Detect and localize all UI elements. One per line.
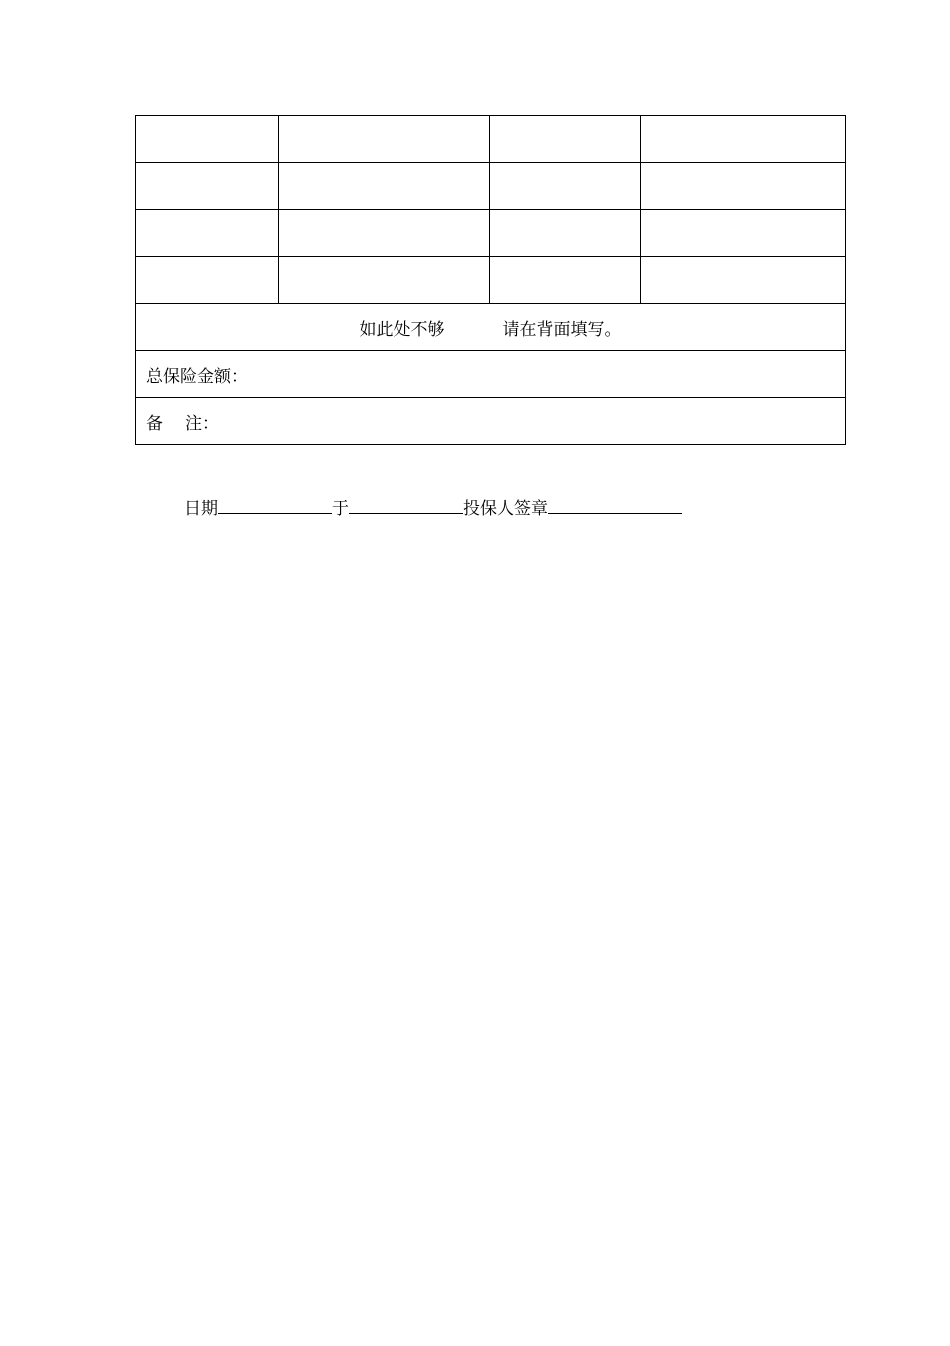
note-row bbox=[136, 304, 846, 351]
total-amount-field[interactable] bbox=[136, 351, 846, 398]
total-amount-row bbox=[136, 351, 846, 398]
table-cell[interactable] bbox=[279, 257, 490, 304]
table-row bbox=[136, 210, 846, 257]
overflow-note bbox=[136, 304, 846, 351]
table-cell[interactable] bbox=[136, 257, 279, 304]
place-blank[interactable] bbox=[349, 495, 463, 514]
table-row bbox=[136, 163, 846, 210]
remarks-row bbox=[136, 398, 846, 445]
table-cell[interactable] bbox=[640, 210, 845, 257]
date-label: 日期 bbox=[184, 499, 218, 519]
overflow-note-part1: 如此处不够 bbox=[359, 319, 445, 340]
table-cell[interactable] bbox=[490, 116, 640, 163]
remarks-label-char2: 注： bbox=[185, 413, 219, 434]
table-cell[interactable] bbox=[640, 116, 845, 163]
table-cell[interactable] bbox=[640, 257, 845, 304]
remarks-field[interactable] bbox=[136, 398, 846, 445]
overflow-note-part2: 请在背面填写。 bbox=[502, 319, 622, 340]
table-cell[interactable] bbox=[136, 210, 279, 257]
table-cell[interactable] bbox=[490, 257, 640, 304]
table-cell[interactable] bbox=[279, 163, 490, 210]
table-cell[interactable] bbox=[136, 116, 279, 163]
total-amount-label: 总保险金额： bbox=[146, 366, 248, 387]
table-cell[interactable] bbox=[490, 210, 640, 257]
table-cell[interactable] bbox=[490, 163, 640, 210]
table-cell[interactable] bbox=[279, 116, 490, 163]
table-cell[interactable] bbox=[136, 163, 279, 210]
remarks-label-char1: 备 bbox=[146, 413, 163, 434]
insurance-form-table bbox=[135, 115, 846, 445]
table-row bbox=[136, 257, 846, 304]
signature-blank[interactable] bbox=[548, 495, 682, 514]
table-cell[interactable] bbox=[640, 163, 845, 210]
table-cell[interactable] bbox=[279, 210, 490, 257]
date-blank[interactable] bbox=[218, 495, 332, 514]
table-row bbox=[136, 116, 846, 163]
signature-line bbox=[184, 494, 682, 519]
at-label: 于 bbox=[332, 499, 349, 519]
signer-label: 投保人签章 bbox=[463, 499, 548, 519]
